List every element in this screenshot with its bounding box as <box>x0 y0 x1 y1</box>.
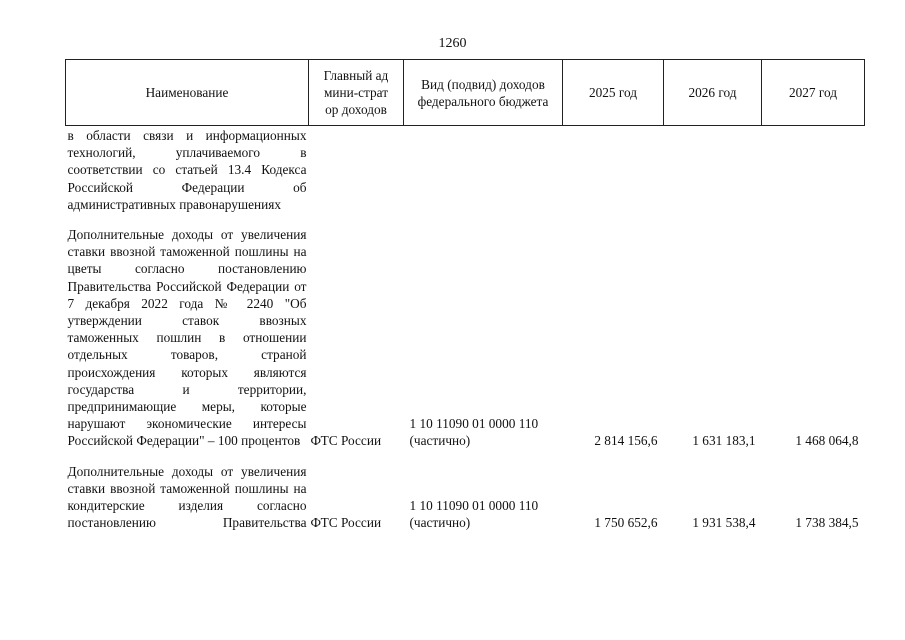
header-2027: 2027 год <box>762 60 865 126</box>
row-code <box>404 213 563 450</box>
table-row <box>66 126 865 214</box>
row-2025: 1 750 652,6 <box>594 515 658 531</box>
row-code <box>404 450 563 532</box>
header-2026: 2026 год <box>664 60 762 126</box>
table-row <box>66 213 865 450</box>
row-2025: 2 814 156,6 <box>594 433 658 449</box>
row-code-value: 1 10 11090 01 0000 110 <box>409 498 539 514</box>
header-vid: Вид (подвид) доходов федерального бюджета <box>404 60 563 126</box>
row-code <box>404 126 563 214</box>
row-admin <box>309 126 404 214</box>
row-name <box>66 450 309 532</box>
row-admin: ФТС России <box>310 515 382 531</box>
row-name: Дополнительные доходы от увеличения ставки ввозной таможенной пошлины на цветы согласно постановлению Правительства Российской Федерации от 7 декабря 2022 года № 2240 "Об утверждении ставок ввозных таможенных пошлин в отношении отдельных товаров, страной происхождения которых являются государства и территории, предпринимающие меры, которые нарушают экономические интересы Российской Федерации" – 100 процентов <box>67 227 307 449</box>
row-name: в области связи и информационных технологий, уплачиваемого в соответствии со статьей 13.4 Кодекса Российской Федерации об административных правонарушениях <box>67 128 307 212</box>
row-code-note: (частично) <box>409 433 471 449</box>
header-2025: 2025 год <box>563 60 664 126</box>
row-2027: 1 738 384,5 <box>795 515 859 531</box>
row-2027 <box>762 126 865 214</box>
row-2025 <box>563 126 664 214</box>
header-admin-text: Главный админи-стратор доходов <box>323 68 389 117</box>
row-2026: 1 931 538,4 <box>692 515 756 531</box>
page-number: 1260 <box>438 36 467 51</box>
header-name: Наименование <box>66 60 309 126</box>
table-header <box>66 60 865 126</box>
header-admin <box>309 60 404 126</box>
revenue-table <box>65 59 865 531</box>
row-admin: ФТС России <box>310 433 382 449</box>
table-row <box>66 450 865 532</box>
row-name-text: Дополнительные доходы от увеличения ставки ввозной таможенной пошлины на кондитерские изделия согласно постановлению Правительства <box>67 463 307 531</box>
row-2026 <box>664 126 762 214</box>
row-2026: 1 631 183,1 <box>692 433 756 449</box>
row-2027: 1 468 064,8 <box>795 433 859 449</box>
row-code-value: 1 10 11090 01 0000 110 <box>409 416 539 432</box>
row-code-note: (частично) <box>409 515 471 531</box>
